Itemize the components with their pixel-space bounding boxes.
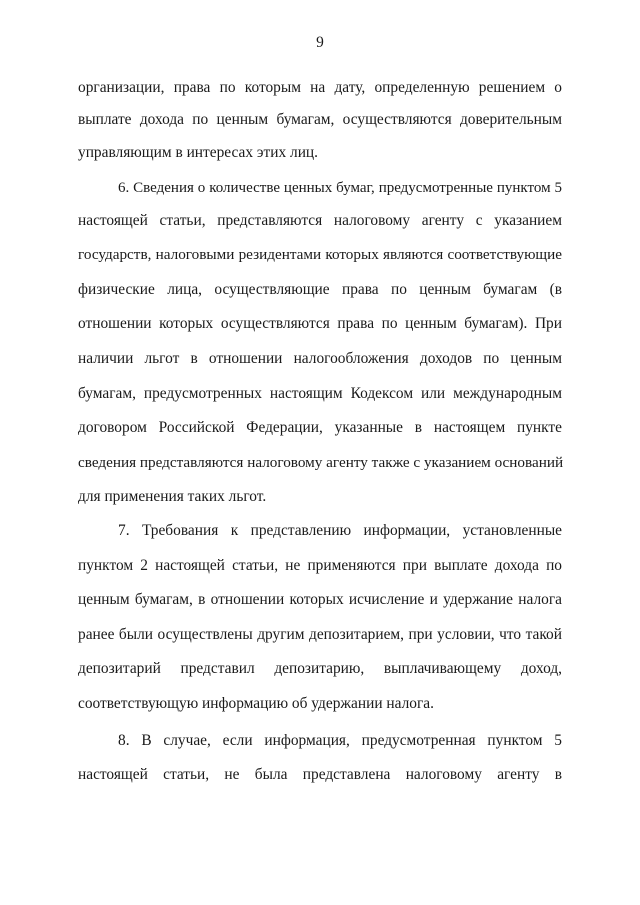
text-line: ранее были осуществлены другим депозитарием, при условии, что такой — [78, 626, 562, 643]
paragraph-6-start: 6. Сведения о количестве ценных бумаг, предусмотренные пунктом 5 — [118, 180, 562, 196]
page-number: 9 — [316, 34, 324, 51]
text-line: депозитарий представил депозитарию, выплачивающему доход, — [78, 660, 562, 677]
text-line: настоящей статьи, не была представлена налоговому агенту в — [78, 766, 562, 783]
text-line: сведения представляются налоговому агенту также с указанием оснований — [78, 454, 564, 471]
text-line: ценным бумагам, в отношении которых исчисление и удержание налога — [78, 591, 562, 608]
text-line: организации, права по которым на дату, определенную решением о — [78, 79, 562, 96]
paragraph-7-start: 7. Требования к представлению информации, установленные — [118, 522, 562, 539]
text-line: выплате дохода по ценным бумагам, осуществляются доверительным — [78, 111, 562, 128]
text-line: пунктом 2 настоящей статьи, не применяются при выплате дохода по — [78, 557, 562, 574]
text-line: договором Российской Федерации, указанные в настоящем пункте — [78, 419, 562, 436]
text-line: государств, налоговыми резидентами которых являются соответствующие — [78, 246, 562, 263]
text-line: настоящей статьи, представляются налоговому агенту с указанием — [78, 212, 562, 229]
text-line: бумагам, предусмотренных настоящим Кодексом или международным — [78, 385, 562, 402]
text-line: соответствующую информацию об удержании налога. — [78, 695, 434, 712]
text-line: управляющим в интересах этих лиц. — [78, 144, 319, 161]
paragraph-8-start: 8. В случае, если информация, предусмотренная пунктом 5 — [118, 732, 562, 749]
text-line: физические лица, осуществляющие права по ценным бумагам (в — [78, 281, 562, 298]
text-line: для применения таких льгот. — [78, 488, 267, 505]
text-line: наличии льгот в отношении налогообложения доходов по ценным — [78, 350, 562, 367]
text-line: отношении которых осуществляются права по ценным бумагам). При — [78, 315, 562, 332]
